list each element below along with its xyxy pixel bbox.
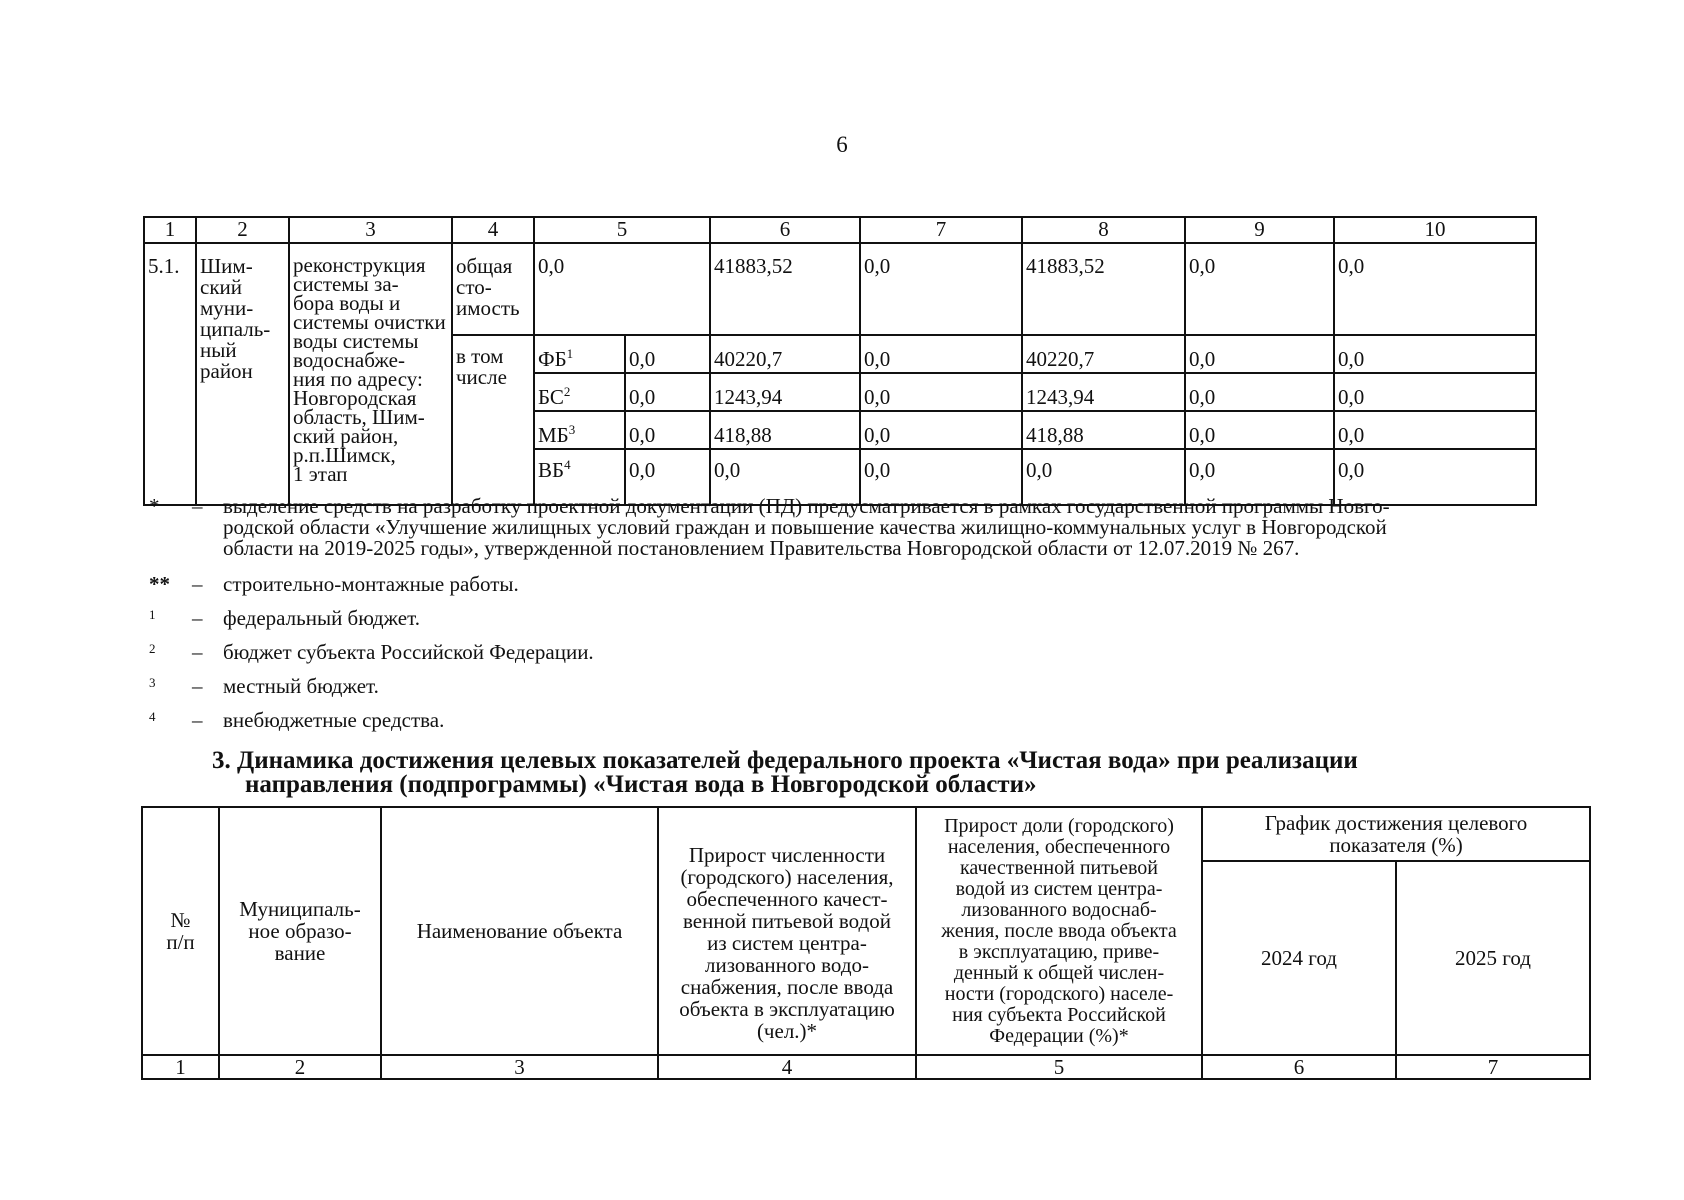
header-num: № п/п <box>142 807 219 1055</box>
source-name: $ВБ^4$ <box>534 449 625 505</box>
value-cell: 0,0 <box>860 411 1022 449</box>
value-cell: 0,0 <box>625 373 710 411</box>
header-year-2025: 2025 год <box>1396 861 1590 1055</box>
footnote-text: внебюджетные средства. <box>223 708 445 732</box>
footnote-dash: – <box>192 640 203 664</box>
section-title-line: направления (подпрограммы) «Чистая вода в Новгородской области» <box>245 771 1037 798</box>
footnote-dash: – <box>192 572 203 596</box>
value-cell: 0,0 <box>860 373 1022 411</box>
footnote-dash: – <box>192 708 203 732</box>
footnote-text: федеральный бюджет. <box>223 606 420 630</box>
value-cell: 40220,7 <box>1022 335 1185 373</box>
total-cost-label: общая сто- имость <box>452 243 534 335</box>
footnote-mark: 3 <box>149 675 156 690</box>
row-number: 5.1. <box>144 243 196 505</box>
header-municipality: Муниципаль- ное образо- вание <box>219 807 381 1055</box>
footnote-mark: 4 <box>149 709 156 724</box>
header-growth-people: Прирост численности (городского) населения, обеспеченного качест- венной питьевой водой из систем центра- лизованного водо- снабжения, после ввода объекта в эксплуатацию (чел.)* <box>658 807 916 1055</box>
value-cell: 0,0 <box>1185 243 1334 335</box>
value-cell: 0,0 <box>710 449 860 505</box>
indicators-table <box>141 806 1591 1080</box>
value-cell: 0,0 <box>1334 449 1536 505</box>
value-cell: 418,88 <box>710 411 860 449</box>
section-title-line: 3. Динамика достижения целевых показателей федерального проекта «Чистая вода» при реализации <box>212 747 1358 774</box>
header-object: Наименование объекта <box>381 807 658 1055</box>
municipality-cell: Шим- ский муни- ципаль- ный район <box>196 243 289 505</box>
col-number: 10 <box>1334 217 1536 243</box>
column-number-row <box>144 217 1536 243</box>
value-cell: 1243,94 <box>710 373 860 411</box>
value-cell: 418,88 <box>1022 411 1185 449</box>
header-row <box>142 807 1590 861</box>
col-number: 6 <box>1202 1055 1396 1079</box>
value-cell: 41883,52 <box>710 243 860 335</box>
footnote-dash: – <box>192 494 203 518</box>
col-number: 5 <box>534 217 710 243</box>
including-label: в том числе <box>452 335 534 505</box>
source-name: $МБ^3$ <box>534 411 625 449</box>
value-cell: 0,0 <box>860 335 1022 373</box>
value-cell: 0,0 <box>1185 373 1334 411</box>
value-cell: 0,0 <box>625 411 710 449</box>
object-name-cell: реконструкция системы за- бора воды и системы очистки воды системы водоснабже- ния по адресу: Новгородская область, Шим- ский район, р.п.Шимск, 1 этап <box>289 243 452 505</box>
col-number: 2 <box>196 217 289 243</box>
col-number: 1 <box>144 217 196 243</box>
value-cell: 0,0 <box>860 449 1022 505</box>
header-schedule: График достижения целевого показателя (%) <box>1202 807 1590 861</box>
value-cell: 0,0 <box>625 335 710 373</box>
footnote-mark: 2 <box>149 641 156 656</box>
footnote-text: местный бюджет. <box>223 674 379 698</box>
col-number: 3 <box>289 217 452 243</box>
value-cell: 40220,7 <box>710 335 860 373</box>
footnote-text: строительно-монтажные работы. <box>223 572 519 596</box>
funding-table <box>143 216 1537 506</box>
col-number: 9 <box>1185 217 1334 243</box>
value-cell: 0,0 <box>1185 449 1334 505</box>
value-cell: 0,0 <box>1334 411 1536 449</box>
value-cell: 41883,52 <box>1022 243 1185 335</box>
value-cell: 0,0 <box>625 449 710 505</box>
header-growth-share: Прирост доли (городского) населения, обеспеченного качественной питьевой водой из систем центра- лизованного водоснаб- жения, после ввода объекта в эксплуатацию, приве- денный к общей числен- ности (городского) населе- ния субъекта Российской Федерации (%)* <box>916 807 1202 1055</box>
value-cell: 0,0 <box>1334 243 1536 335</box>
header-year-2024: 2024 год <box>1202 861 1396 1055</box>
col-number: 2 <box>219 1055 381 1079</box>
footnote-mark: ** <box>149 572 170 596</box>
footnote-dash: – <box>192 606 203 630</box>
col-number: 3 <box>381 1055 658 1079</box>
col-number: 4 <box>658 1055 916 1079</box>
value-cell: 0,0 <box>534 243 710 335</box>
value-cell: 0,0 <box>860 243 1022 335</box>
col-number: 5 <box>916 1055 1202 1079</box>
value-cell: 1243,94 <box>1022 373 1185 411</box>
col-number: 7 <box>1396 1055 1590 1079</box>
col-number: 4 <box>452 217 534 243</box>
source-name: $ФБ^1$ <box>534 335 625 373</box>
footnote-text: бюджет субъекта Российской Федерации. <box>223 640 594 664</box>
col-number: 8 <box>1022 217 1185 243</box>
value-cell: 0,0 <box>1022 449 1185 505</box>
value-cell: 0,0 <box>1334 373 1536 411</box>
footnote-dash: – <box>192 674 203 698</box>
table-row <box>144 243 1536 335</box>
value-cell: 0,0 <box>1334 335 1536 373</box>
footnote-mark: * <box>149 494 160 518</box>
value-cell: 0,0 <box>1185 335 1334 373</box>
section-title <box>212 749 1512 797</box>
footnote-mark: 1 <box>149 607 156 622</box>
col-number: 1 <box>142 1055 219 1079</box>
value-cell: 0,0 <box>1185 411 1334 449</box>
col-number: 7 <box>860 217 1022 243</box>
column-number-row <box>142 1055 1590 1079</box>
col-number: 6 <box>710 217 860 243</box>
page-number: 6 <box>836 132 848 157</box>
footnote-text: выделение средств на разработку проектной документации (ПД) предусматривается в рамках государственной программы Новго- родской области «Улучшение жилищных условий граждан и повышение качества жилищно-коммунальных услуг в Новгородской области на 2019-2025 годы», утвержденной постановлением Правительства Новгородской области от 12.07.2019 № 267. <box>223 494 1390 560</box>
source-name: $БС^2$ <box>534 373 625 411</box>
